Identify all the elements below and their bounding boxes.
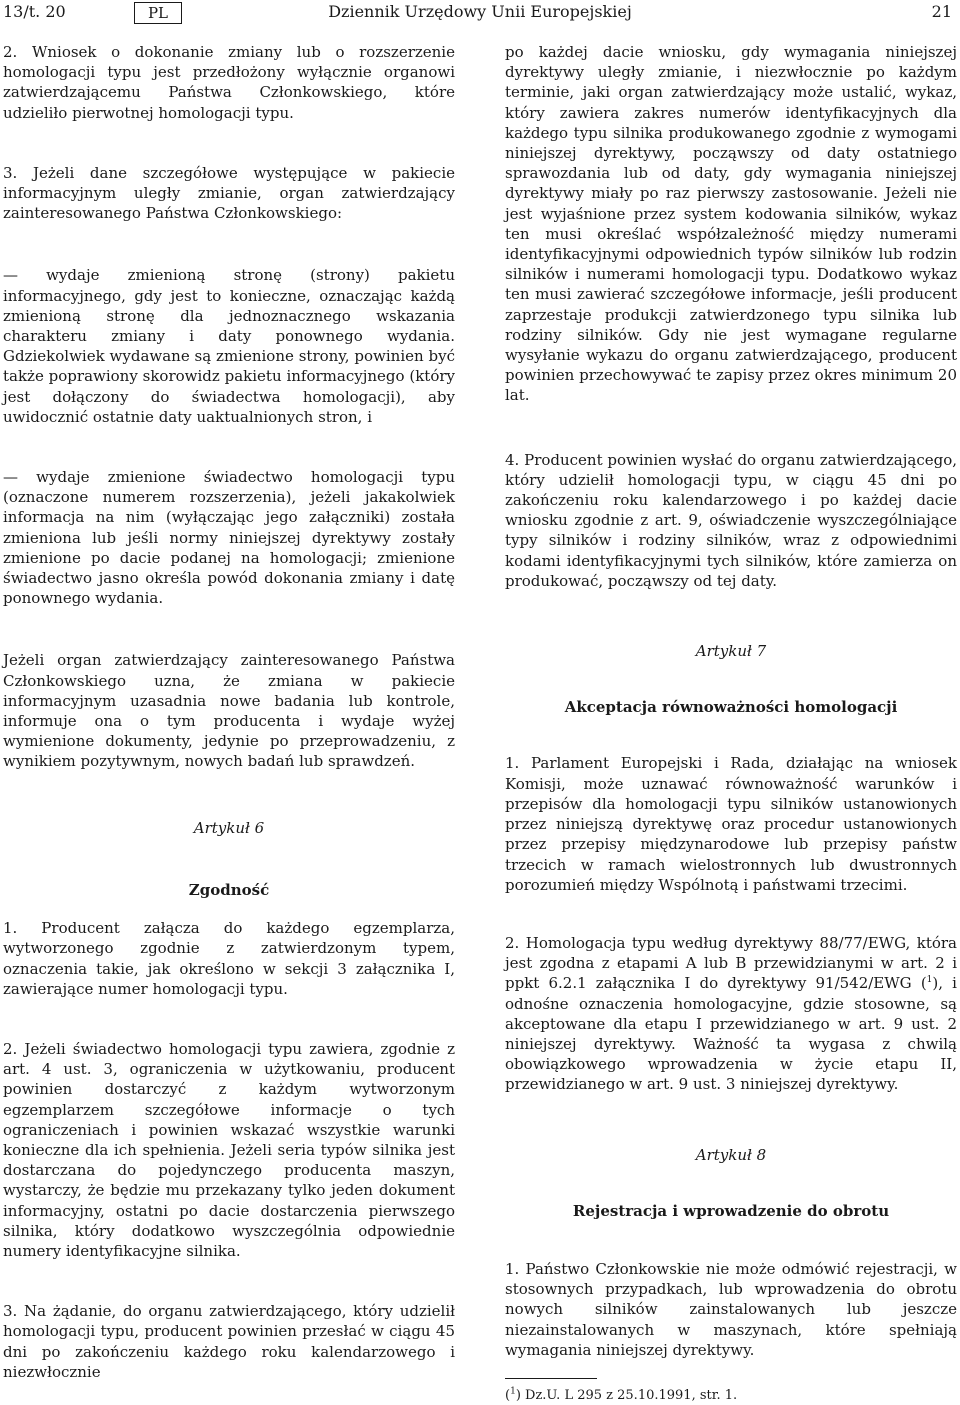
language-badge: PL	[134, 2, 182, 24]
article-7-paragraph-2-text-b: ), i odnośne oznaczenia homologacyjne, gdzie stosowne, są akceptowane dla etapu I przewidzianego w art. 9 ust. 2 niniejszej dyrektywy. Ważność ta wygasa z chwilą obowiązkowego wprowadzenia w życie etapu II, przewidzianego w art. 9 ust. 3 niniejszej dyrektywy.	[505, 974, 957, 1094]
article-6-paragraph-3: 3. Na żądanie, do organu zatwierdzającego, który udzielił homologacji typu, producent powinien przesłać w ciągu 45 dni po zakończeniu każdego roku kalendarzowego i niezwłocznie	[3, 1302, 455, 1381]
article-7-paragraph-1: 1. Parlament Europejski i Rada, działając na wniosek Komisji, może uznawać równoważność warunków i przepisów dla homologacji typu silników ustanowionych przez niniejszą dyrektywę oraz procedur ustanowionych przez przepisy międzynarodowe lub przepisy państw trzecich w ramach wielostronnych lub dwustronnych porozumień między Wspólnotą i państwami trzecimi.	[505, 754, 957, 894]
left-column	[3, 42, 455, 1382]
footnote-marker: 1	[510, 1386, 516, 1397]
paragraph-3: 3. Jeżeli dane szczegółowe występujące w pakiecie informacyjnym uległy zmianie, organ zatwierdzający zainteresowanego Państwa Członkowskiego:	[3, 163, 455, 223]
article-6-paragraph-1: 1. Producent załącza do każdego egzemplarza, wytworzonego zgodnie z zatwierdzonym typem, oznaczenia takie, jak określono w sekcji 3 załącznika I, zawierające numer homologacji typu.	[3, 919, 455, 998]
page-reference: 13/t. 20	[3, 2, 66, 21]
footnote-open-paren: (	[505, 1387, 511, 1403]
article-6-paragraph-2: 2. Jeżeli świadectwo homologacji typu zawiera, zgodnie z art. 4 ust. 3, ograniczenia w użytkowaniu, producent powinien dostarczyć z każdym wytworzonym egzemplarzem szczegółowe informacje o tych ograniczeniach i powinien wskazać wszystkie warunki konieczne dla ich spełnienia. Jeżeli seria typów silnika jest dostarczana do pojedynczego producenta maszyn, wystarczy, że będzie mu przekazany tylko jeden dokument informacyjny, ostatni po dacie dostarczenia pierwszego silnika, który dodatkowo wyszczególnia odpowiednie numery identyfikacyjne silnika.	[3, 1039, 455, 1260]
article-7-paragraph-2	[505, 933, 957, 1095]
right-column	[505, 42, 957, 1405]
paragraph-after-list: Jeżeli organ zatwierdzający zainteresowanego Państwa Członkowskiego uzna, że zmiana w pakiecie informacyjnym uzasadnia nowe badania lub kontrole, informuje ona o tym producenta i wydaje wyżej wymienione dokumenty, jedynie po przeprowadzeniu, z wynikiem pozytywnym, nowych badań lub sprawdzeń.	[3, 651, 455, 771]
footnote	[505, 1387, 957, 1405]
dash-item-1: — wydaje zmienioną stronę (strony) pakietu informacyjnego, gdy jest to konieczne, oznaczając każdą zmienioną stronę dla jednoznacznego wskazania charakteru zmiany i daty ponownego wydania. Gdziekolwiek wydawane są zmienione strony, powinien być także poprawiony skorowidz pakietu informacyjnego (który jest dołączony do świadectwa homologacji), aby uwidocznić ostatnie daty uaktualnionych stron, i	[3, 266, 455, 426]
article-6-title: Zgodność	[188, 880, 270, 899]
article-8-title: Rejestracja i wprowadzenie do obrotu	[572, 1201, 890, 1220]
footnote-reference: 1	[926, 975, 933, 986]
article-7-paragraph-2-text-a: 2. Homologacja typu według dyrektywy 88/77/EWG, która jest zgodna z etapami A lub B przewidzianymi w art. 2 i ppkt 6.2.1 załącznika I do dyrektywy 91/542/EWG (	[505, 933, 957, 993]
continued-paragraph: po każdej dacie wniosku, gdy wymagania niniejszej dyrektywy uległy zmianie, i niezwłocznie po każdym terminie, jaki organ zatwierdzający może ustalić, wykaz, który zawiera zakres numerów identyfikacyjnych dla każdego typu silnika produkowanego zgodnie z wymogami niniejszej dyrektywy, począwszy od daty ostatniego sprawozdania lub od daty, gdy wymagania niniejszej dyrektywy miały po raz pierwszy zastosowanie. Jeżeli nie jest wyjaśnione przez system kodowania silników, wykaz ten musi określać współzależność między numerami identyfikacyjnymi odpowiednich typów silników lub rodzin silników i numerami homologacji typu. Dodatkowo wykaz ten musi zawierać szczegółowe informacje, jeśli producent zaprzestaje produkcji zatwierdzonego typu silnika lub rodziny silników. Gdy nie jest wymagane regularne wysyłanie wykazu do organu zatwierdzającego, producent powinien przechowywać te zapisy przez okres minimum 20 lat.	[505, 43, 957, 405]
article-7-number: Artykuł 7	[695, 642, 767, 661]
article-8-paragraph-1: 1. Państwo Członkowskie nie może odmówić rejestracji, w stosownych przypadkach, lub wprowadzenia do obrotu nowych silników zainstalowanych lub jeszcze niezainstalowanych w maszynach, które spełniają wymagania niniejszej dyrektywy.	[505, 1259, 957, 1359]
dash-item-2: — wydaje zmienione świadectwo homologacji typu (oznaczone numerem rozszerzenia), jeżeli jakakolwiek informacja na nim (wyłączając jego załączniki) została zmieniona lub jeśli normy niniejszej dyrektywy zostały zmienione po dacie podanej na homologacji; zmienione świadectwo jasno określa powód dokonania zmiany i datę ponownego wydania.	[3, 468, 455, 608]
footnote-text: ) Dz.U. L 295 z 25.10.1991, str. 1.	[515, 1387, 738, 1403]
paragraph-2: 2. Wniosek o dokonanie zmiany lub o rozszerzenie homologacji typu jest przedłożony wyłącznie organowi zatwierdzającemu Państwa Członkowskiego, które udzieliło pierwotnej homologacji typu.	[3, 43, 455, 122]
article-7-title: Akceptacja równoważności homologacji	[564, 698, 898, 717]
page-number: 21	[931, 2, 952, 21]
journal-title: Dziennik Urzędowy Unii Europejskiej	[328, 2, 632, 21]
article-6-number: Artykuł 6	[193, 818, 265, 837]
article-6-paragraph-4: 4. Producent powinien wysłać do organu zatwierdzającego, który udzielił homologacji typu, w ciągu 45 dni po zakończeniu roku kalendarzowego i po każdej dacie wniosku zgodnie z art. 9, oświadczenie wyszczególniające typy silników i rodziny silników, wraz z odpowiednimi kodami identyfikacyjnymi tych silników, które zamierza on produkować, począwszy od tej daty.	[505, 450, 957, 590]
page-header	[0, 0, 960, 26]
article-8-number: Artykuł 8	[695, 1145, 767, 1164]
